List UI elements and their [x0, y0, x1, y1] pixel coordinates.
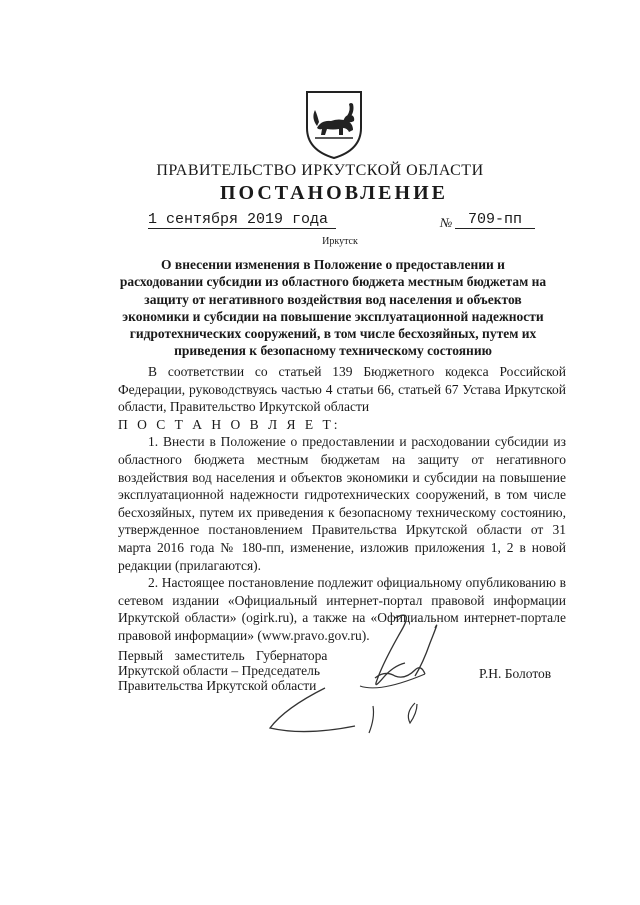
- handwritten-signature: [265, 608, 465, 748]
- preamble-paragraph: В соответствии со статьей 139 Бюджетного кодекса Российской Федерации, руководствуясь частью 4 статьи 66, статьей 67 Устава Иркутской области, Правительство Иркутской области: [118, 364, 566, 415]
- document-date: 1 сентября 2019 года: [148, 211, 336, 229]
- signatory-position-line: Правительства Иркутской области: [118, 678, 317, 693]
- signatory-position-line: Первый заместитель Губернатора: [118, 648, 328, 663]
- government-name: ПРАВИТЕЛЬСТВО ИРКУТСКОЙ ОБЛАСТИ: [156, 162, 484, 179]
- item-1-paragraph: 1. Внести в Положение о предоставлении и расходовании субсидии из областного бюджета местным бюджетам на защиту от негативного воздействия вод населения и объектов экономики и субсидии на повышение эксплуатационной надежности гидротехнических сооружений, в том числе бесхозяйных, путем их приведения к безопасному техническому состоянию, утвержденное постановлением Правительства Иркутской области от 31 марта 2016 года № 180-пп, изменение, изложив приложения 1, 2 в новой редакции (прилагаются).: [118, 434, 566, 573]
- document-number: 709-пп: [455, 211, 535, 229]
- number-sign: №: [440, 215, 453, 230]
- signatory-name: Р.Н. Болотов: [479, 666, 552, 681]
- city-name: Иркутск: [322, 236, 358, 247]
- document-type-heading: ПОСТАНОВЛЕНИЕ: [220, 182, 448, 204]
- coat-of-arms-emblem: [303, 88, 365, 160]
- signatory-position-line: Иркутской области – Председатель: [118, 663, 320, 678]
- resolves-heading: П О С Т А Н О В Л Я Е Т:: [118, 416, 341, 432]
- item-2-paragraph: 2. Настоящее постановление подлежит официальному опубликованию в сетевом издании «Официальный интернет-портал правовой информации Иркутской области» (ogirk.ru), а также на «Официальном интернет-портале правовой информации» (www.pravo.gov.ru).: [118, 575, 566, 643]
- document-body: [118, 363, 566, 645]
- document-title: О внесении изменения в Положение о предоставлении и расходовании субсидии из областного бюджета местным бюджетам на защиту от негативного воздействия вод населения и объектов экономики и субсидии на повышение эксплуатационной надежности гидротехнических сооружений, в том числе бесхозяйных, путем их приведения к безопасному техническому состоянию: [119, 257, 547, 359]
